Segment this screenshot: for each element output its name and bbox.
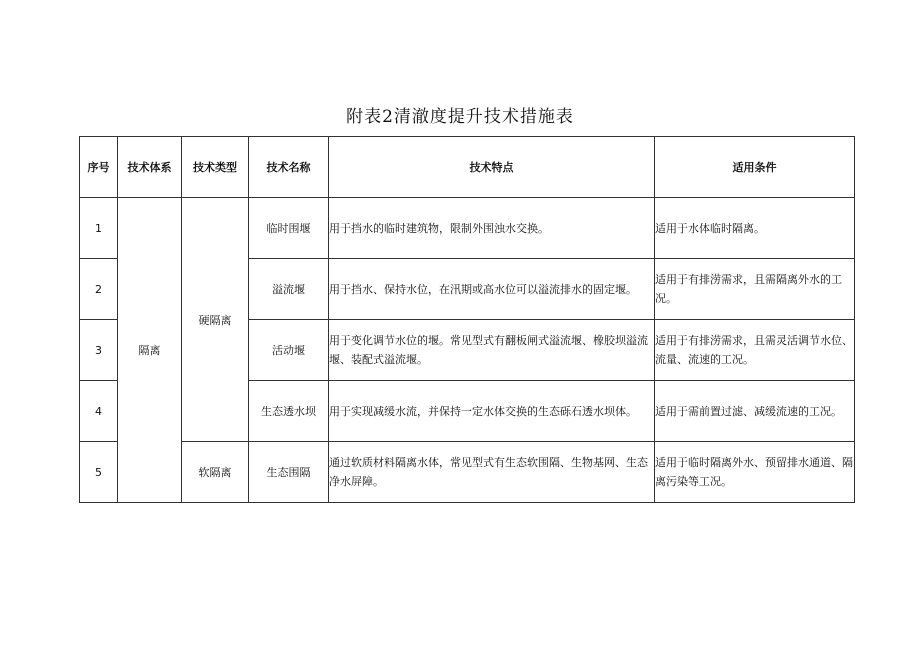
row-condition: 适用于临时隔离外水、预留排水通道、隔离污染等工况。	[655, 442, 855, 503]
row-name: 临时围堰	[249, 198, 329, 259]
row-feature: 用于挡水、保持水位，在汛期或高水位可以溢流排水的固定堰。	[329, 259, 655, 320]
type-soft-cell: 软隔离	[182, 442, 249, 503]
row-seq: 3	[80, 320, 118, 381]
header-condition: 适用条件	[655, 137, 855, 198]
header-name: 技术名称	[249, 137, 329, 198]
header-system: 技术体系	[118, 137, 182, 198]
header-type: 技术类型	[182, 137, 249, 198]
row-feature: 通过软质材料隔离水体，常见型式有生态软围隔、生物基网、生态净水屏障。	[329, 442, 655, 503]
row-feature: 用于实现减缓水流，并保持一定水体交换的生态砾石透水坝体。	[329, 381, 655, 442]
row-seq: 5	[80, 442, 118, 503]
row-condition: 适用于有排涝需求，且需隔离外水的工况。	[655, 259, 855, 320]
row-feature: 用于挡水的临时建筑物，限制外围浊水交换。	[329, 198, 655, 259]
row-feature: 用于变化调节水位的堰。常见型式有翻板闸式溢流堰、橡胶坝溢流堰、装配式溢流堰。	[329, 320, 655, 381]
row-name: 生态透水坝	[249, 381, 329, 442]
page-title: 附表2清澈度提升技术措施表	[346, 107, 574, 127]
row-condition: 适用于水体临时隔离。	[655, 198, 855, 259]
measures-table	[79, 136, 855, 503]
row-seq: 4	[80, 381, 118, 442]
header-row	[80, 137, 855, 198]
header-feature: 技术特点	[329, 137, 655, 198]
row-name: 溢流堰	[249, 259, 329, 320]
header-seq: 序号	[80, 137, 118, 198]
row-condition: 适用于需前置过滤、减缓流速的工况。	[655, 381, 855, 442]
system-cell: 隔离	[118, 198, 182, 503]
table-row	[80, 442, 855, 503]
row-seq: 2	[80, 259, 118, 320]
table-row	[80, 198, 855, 259]
row-seq: 1	[80, 198, 118, 259]
row-condition: 适用于有排涝需求，且需灵活调节水位、流量、流速的工况。	[655, 320, 855, 381]
row-name: 生态围隔	[249, 442, 329, 503]
row-name: 活动堰	[249, 320, 329, 381]
type-hard-cell: 硬隔离	[182, 198, 249, 442]
